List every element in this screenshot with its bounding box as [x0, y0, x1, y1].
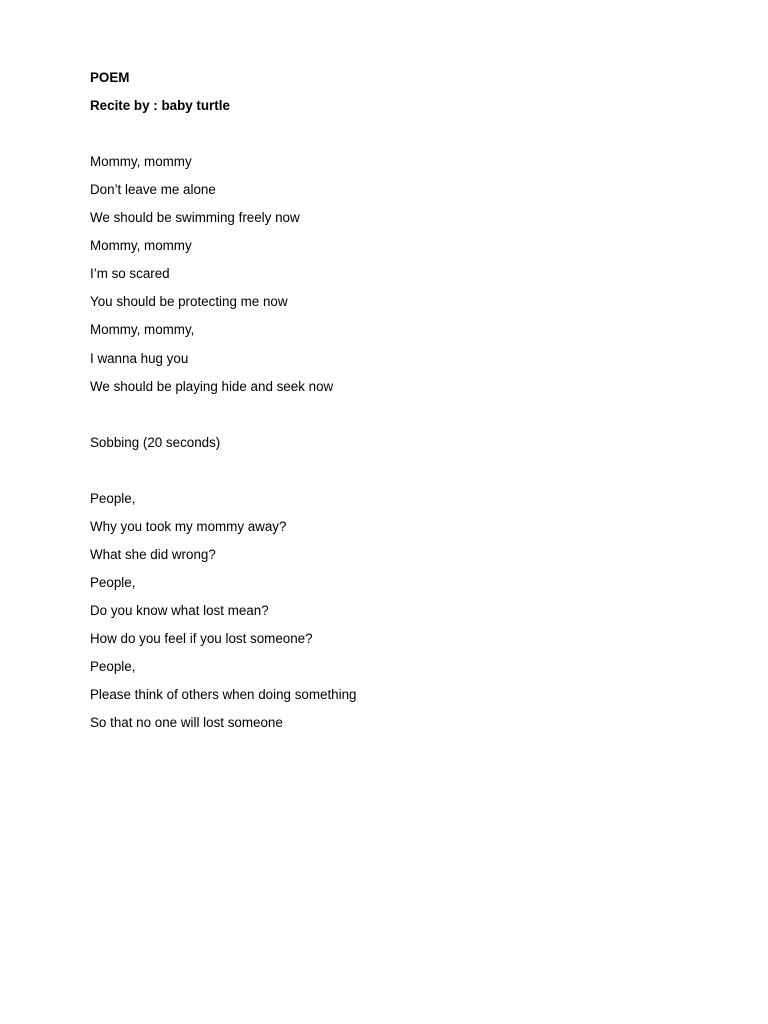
- poem-title: POEM: [90, 70, 130, 85]
- stage-direction: Sobbing (20 seconds): [90, 435, 221, 450]
- poem-line: Mommy, mommy: [90, 238, 192, 253]
- poem-line: Don’t leave me alone: [90, 182, 216, 197]
- poem-line: We should be playing hide and seek now: [90, 379, 334, 394]
- poem-line: Mommy, mommy: [90, 154, 192, 169]
- poem-line: So that no one will lost someone: [90, 715, 283, 730]
- reciter-line: Recite by : baby turtle: [90, 98, 230, 113]
- poem-line: I’m so scared: [90, 266, 170, 281]
- poem-line: People,: [90, 491, 136, 506]
- poem-line: We should be swimming freely now: [90, 210, 300, 225]
- poem-line: You should be protecting me now: [90, 294, 288, 309]
- poem-line: I wanna hug you: [90, 351, 189, 366]
- poem-line: What she did wrong?: [90, 547, 216, 562]
- poem-line: People,: [90, 659, 136, 674]
- poem-line: Why you took my mommy away?: [90, 519, 287, 534]
- poem-line: Please think of others when doing something: [90, 687, 357, 702]
- poem-line: How do you feel if you lost someone?: [90, 631, 313, 646]
- poem-line: People,: [90, 575, 136, 590]
- poem-line: Mommy, mommy,: [90, 322, 195, 337]
- poem-line: Do you know what lost mean?: [90, 603, 269, 618]
